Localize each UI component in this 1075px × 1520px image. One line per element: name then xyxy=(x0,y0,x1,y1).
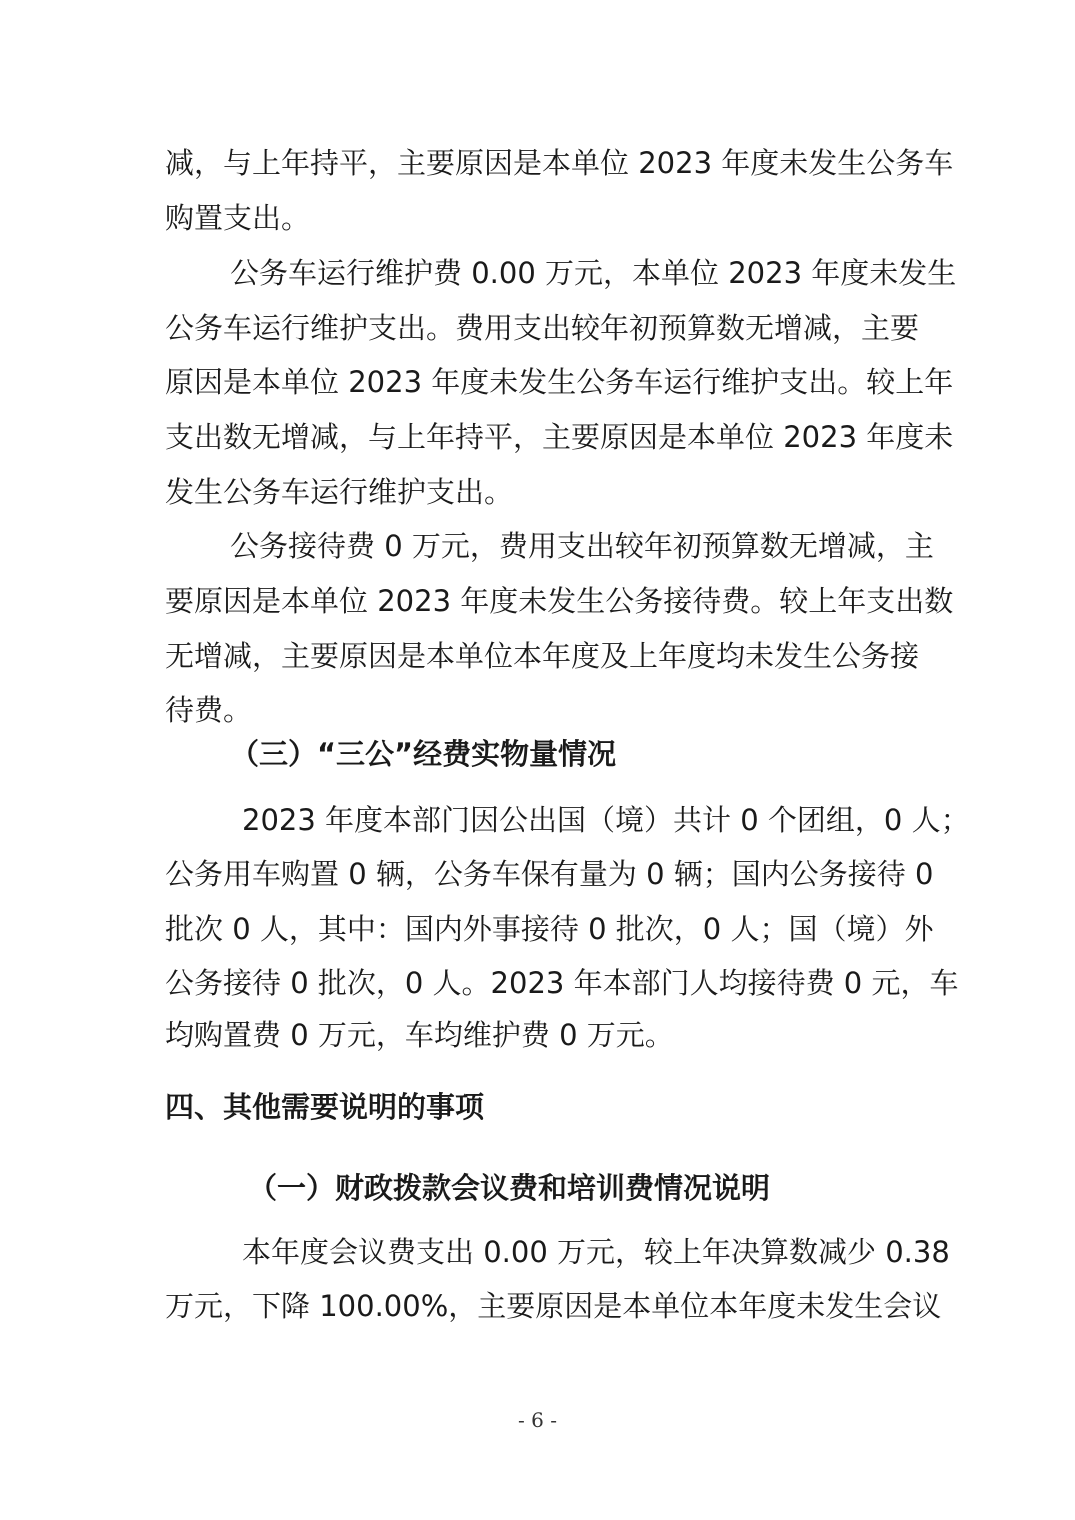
section-heading: 四、其他需要说明的事项 xyxy=(165,1090,485,1124)
paragraph-line: 发生公务车运行维护支出。 xyxy=(165,475,514,509)
paragraph-line: 公务接待费 0 万元，费用支出较年初预算数无增减，主 xyxy=(230,529,934,563)
paragraph-line: 待费。 xyxy=(165,693,253,727)
paragraph-line: 减，与上年持平，主要原因是本单位 2023 年度未发生公务车 xyxy=(165,146,954,180)
page-number: - 6 - xyxy=(518,1408,557,1432)
paragraph-line: 均购置费 0 万元，车均维护费 0 万元。 xyxy=(165,1018,674,1052)
paragraph-line: 批次 0 人，其中：国内外事接待 0 批次，0 人；国（境）外 xyxy=(165,912,934,946)
paragraph-line: 原因是本单位 2023 年度未发生公务车运行维护支出。较上年 xyxy=(165,365,954,399)
paragraph-line: 要原因是本单位 2023 年度未发生公务接待费。较上年支出数 xyxy=(165,584,954,618)
paragraph-line: 2023 年度本部门因公出国（境）共计 0 个团组，0 人； xyxy=(242,803,970,837)
paragraph-line: 公务车运行维护费 0.00 万元，本单位 2023 年度未发生 xyxy=(230,256,957,290)
section-subheading: （三）“三公”经费实物量情况 xyxy=(230,737,617,771)
paragraph-line: 万元，下降 100.00%，主要原因是本单位本年度未发生会议 xyxy=(165,1289,942,1323)
paragraph-line: 公务车运行维护支出。费用支出较年初预算数无增减，主要 xyxy=(165,311,920,345)
paragraph-line: 无增减，主要原因是本单位本年度及上年度均未发生公务接 xyxy=(165,639,920,673)
paragraph-line: 购置支出。 xyxy=(165,201,311,235)
paragraph-line: 支出数无增减，与上年持平，主要原因是本单位 2023 年度未 xyxy=(165,420,954,454)
section-subheading: （一）财政拨款会议费和培训费情况说明 xyxy=(248,1171,771,1205)
paragraph-line: 公务接待 0 批次，0 人。2023 年本部门人均接待费 0 元，车 xyxy=(165,966,959,1000)
paragraph-line: 本年度会议费支出 0.00 万元，较上年决算数减少 0.38 xyxy=(242,1235,950,1269)
paragraph-line: 公务用车购置 0 辆，公务车保有量为 0 辆；国内公务接待 0 xyxy=(165,857,934,891)
